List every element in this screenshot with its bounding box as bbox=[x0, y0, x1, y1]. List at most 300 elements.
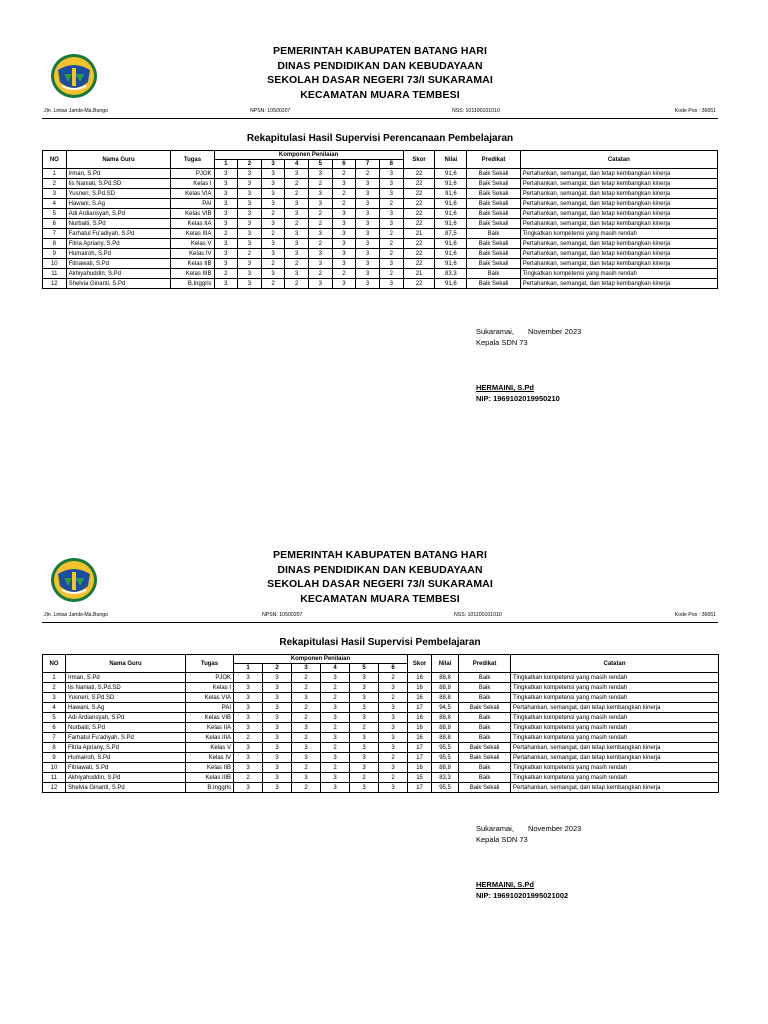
sign-name: HERMAINI, S.Pd bbox=[476, 880, 534, 889]
cell-komponen-6: 3 bbox=[332, 249, 356, 259]
cell-nama: Yusneri, S.Pd.SD bbox=[66, 693, 186, 703]
cell-komponen-7: 2 bbox=[356, 169, 380, 179]
cell-no: 1 bbox=[43, 169, 67, 179]
cell-komponen-4: 3 bbox=[321, 753, 350, 763]
cell-predikat: Baik Sekali bbox=[459, 703, 511, 713]
cell-nilai: 91,6 bbox=[435, 249, 467, 259]
cell-komponen-7: 3 bbox=[356, 189, 380, 199]
cell-komponen-4: 3 bbox=[285, 169, 309, 179]
cell-catatan: Tingkatkan kompetensi yang masih rendah bbox=[511, 773, 719, 783]
cell-nama: Irman, S.Pd bbox=[66, 169, 171, 179]
komponen-5: 5 bbox=[309, 160, 333, 169]
cell-komponen-6: 2 bbox=[379, 753, 408, 763]
cell-no: 8 bbox=[43, 743, 66, 753]
sign-role: Kepala SDN 73 bbox=[476, 835, 528, 844]
cell-tugas: Kelas VIA bbox=[171, 189, 214, 199]
cell-no: 5 bbox=[43, 713, 66, 723]
cell-komponen-1: 3 bbox=[234, 753, 263, 763]
cell-no: 1 bbox=[43, 673, 66, 683]
cell-komponen-1: 3 bbox=[214, 279, 238, 289]
cell-predikat: Baik Sekali bbox=[467, 259, 520, 269]
cell-komponen-3: 2 bbox=[292, 683, 321, 693]
cell-nama: Farhatul Fu'adiyah, S.Pd bbox=[66, 229, 171, 239]
cell-komponen-3: 3 bbox=[261, 219, 285, 229]
cell-nilai: 94,5 bbox=[432, 703, 459, 713]
cell-komponen-3: 2 bbox=[261, 259, 285, 269]
cell-skor: 22 bbox=[403, 219, 435, 229]
cell-komponen-2: 3 bbox=[263, 693, 292, 703]
cell-no: 6 bbox=[43, 723, 66, 733]
cell-predikat: Baik Sekali bbox=[467, 199, 520, 209]
cell-nilai: 91,6 bbox=[435, 169, 467, 179]
cell-no: 11 bbox=[43, 269, 67, 279]
cell-komponen-3: 3 bbox=[292, 773, 321, 783]
cell-nilai: 83,3 bbox=[432, 773, 459, 783]
table-row bbox=[43, 673, 719, 683]
cell-komponen-5: 3 bbox=[309, 169, 333, 179]
sign-nip: NIP: 196910201995021002 bbox=[476, 891, 569, 900]
table-row bbox=[43, 279, 718, 289]
cell-nama: Iis Naniati, S.Pd.SD bbox=[66, 179, 171, 189]
table-row bbox=[43, 693, 719, 703]
cell-komponen-5: 2 bbox=[309, 179, 333, 189]
cell-tugas: Kelas V bbox=[186, 743, 234, 753]
cell-skor: 17 bbox=[408, 743, 432, 753]
cell-predikat: Baik bbox=[467, 269, 520, 279]
table-row bbox=[43, 743, 719, 753]
cell-catatan: Tingkatkan kompetensi yang masih rendah bbox=[520, 269, 717, 279]
cell-komponen-4: 3 bbox=[321, 783, 350, 793]
komponen-4: 4 bbox=[321, 664, 350, 673]
cell-komponen-8: 2 bbox=[379, 239, 403, 249]
cell-komponen-1: 3 bbox=[234, 743, 263, 753]
cell-nilai: 95,5 bbox=[432, 743, 459, 753]
table-title: Rekapitulasi Hasil Supervisi Pembelajaran bbox=[279, 637, 481, 648]
komponen-4: 4 bbox=[285, 160, 309, 169]
cell-komponen-5: 3 bbox=[309, 229, 333, 239]
table-row bbox=[43, 269, 718, 279]
cell-catatan: Pertahankan, semangat, dan tetap kembangkan kinerja bbox=[520, 239, 717, 249]
kode-pos: Kode Pos : 36651 bbox=[674, 612, 716, 618]
cell-nilai: 95,5 bbox=[432, 783, 459, 793]
cell-komponen-3: 3 bbox=[292, 753, 321, 763]
cell-komponen-1: 3 bbox=[234, 683, 263, 693]
cell-nama: Farhatul Fu'adiyah, S.Pd bbox=[66, 733, 186, 743]
cell-skor: 15 bbox=[408, 773, 432, 783]
cell-komponen-6: 3 bbox=[379, 723, 408, 733]
cell-komponen-4: 2 bbox=[285, 219, 309, 229]
cell-komponen-1: 3 bbox=[214, 189, 238, 199]
col-predikat: Predikat bbox=[467, 151, 520, 169]
cell-komponen-6: 2 bbox=[379, 773, 408, 783]
cell-no: 9 bbox=[43, 753, 66, 763]
cell-komponen-3: 2 bbox=[292, 783, 321, 793]
cell-komponen-2: 3 bbox=[238, 189, 262, 199]
cell-catatan: Tingkatkan kompetensi yang masih rendah bbox=[511, 673, 719, 683]
cell-skor: 17 bbox=[408, 703, 432, 713]
cell-nama: Hawani, S.Ag bbox=[66, 703, 186, 713]
cell-komponen-5: 3 bbox=[350, 713, 379, 723]
cell-komponen-3: 3 bbox=[261, 169, 285, 179]
col-nama: Nama Guru bbox=[66, 151, 171, 169]
cell-predikat: Baik Sekali bbox=[467, 249, 520, 259]
cell-catatan: Pertahankan, semangat, dan tetap kembangkan kinerja bbox=[511, 753, 719, 763]
cell-komponen-4: 3 bbox=[285, 239, 309, 249]
cell-no: 10 bbox=[43, 763, 66, 773]
cell-catatan: Pertahankan, semangat, dan tetap kembangkan kinerja bbox=[520, 259, 717, 269]
header-line-3: SEKOLAH DASAR NEGERI 73/I SUKARAMAI bbox=[267, 74, 493, 86]
recap-table bbox=[42, 150, 718, 289]
cell-komponen-1: 3 bbox=[234, 783, 263, 793]
cell-komponen-5: 3 bbox=[350, 733, 379, 743]
cell-komponen-6: 3 bbox=[379, 783, 408, 793]
cell-predikat: Baik Sekali bbox=[459, 743, 511, 753]
cell-predikat: Baik bbox=[459, 693, 511, 703]
cell-komponen-1: 3 bbox=[234, 713, 263, 723]
cell-komponen-1: 3 bbox=[214, 179, 238, 189]
cell-predikat: Baik Sekali bbox=[467, 239, 520, 249]
table-body bbox=[43, 169, 718, 289]
cell-predikat: Baik Sekali bbox=[467, 169, 520, 179]
cell-nilai: 88,8 bbox=[432, 723, 459, 733]
cell-komponen-3: 2 bbox=[292, 703, 321, 713]
table-row bbox=[43, 169, 718, 179]
cell-komponen-8: 3 bbox=[379, 179, 403, 189]
cell-no: 10 bbox=[43, 259, 67, 269]
cell-komponen-5: 3 bbox=[309, 199, 333, 209]
cell-catatan: Pertahankan, semangat, dan tetap kembangkan kinerja bbox=[520, 209, 717, 219]
cell-komponen-2: 3 bbox=[263, 713, 292, 723]
cell-komponen-2: 3 bbox=[263, 723, 292, 733]
cell-komponen-3: 3 bbox=[292, 723, 321, 733]
cell-catatan: Pertahankan, semangat, dan tetap kembangkan kinerja bbox=[511, 743, 719, 753]
cell-nilai: 88,8 bbox=[432, 673, 459, 683]
cell-komponen-1: 3 bbox=[214, 209, 238, 219]
cell-predikat: Baik Sekali bbox=[459, 753, 511, 763]
cell-komponen-6: 2 bbox=[332, 269, 356, 279]
cell-catatan: Pertahankan, semangat, dan tetap kembangkan kinerja bbox=[520, 279, 717, 289]
komponen-7: 7 bbox=[356, 160, 380, 169]
cell-komponen-7: 3 bbox=[356, 219, 380, 229]
komponen-3: 3 bbox=[261, 160, 285, 169]
table-row bbox=[43, 703, 719, 713]
cell-komponen-8: 3 bbox=[379, 189, 403, 199]
nss: NSS: 101100101010 bbox=[452, 108, 500, 114]
cell-tugas: PJOK bbox=[186, 673, 234, 683]
header-line-4: KECAMATAN MUARA TEMBESI bbox=[300, 88, 460, 101]
cell-nama: Humairoh, S.Pd bbox=[66, 249, 171, 259]
cell-komponen-4: 3 bbox=[285, 209, 309, 219]
cell-tugas: Kelas IV bbox=[171, 249, 214, 259]
cell-komponen-5: 2 bbox=[309, 209, 333, 219]
komponen-1: 1 bbox=[234, 664, 263, 673]
cell-nama: Nurbaiti, S.Pd bbox=[66, 723, 186, 733]
cell-nama: Fitriawati, S.Pd bbox=[66, 259, 171, 269]
table-row bbox=[43, 683, 719, 693]
cell-komponen-5: 3 bbox=[309, 189, 333, 199]
col-tugas: Tugas bbox=[171, 151, 214, 169]
cell-tugas: PJOK bbox=[171, 169, 214, 179]
sign-name: HERMAINI, S.Pd bbox=[476, 383, 534, 392]
cell-komponen-4: 2 bbox=[321, 683, 350, 693]
cell-tugas: Kelas VIB bbox=[171, 209, 214, 219]
header-line-3: SEKOLAH DASAR NEGERI 73/I SUKARAMAI bbox=[267, 578, 493, 590]
cell-tugas: Kelas IV bbox=[186, 753, 234, 763]
cell-skor: 22 bbox=[403, 249, 435, 259]
cell-komponen-6: 3 bbox=[379, 743, 408, 753]
cell-nama: Adi Ardiansyah, S.Pd bbox=[66, 209, 171, 219]
cell-nilai: 87,5 bbox=[435, 229, 467, 239]
cell-no: 11 bbox=[43, 773, 66, 783]
cell-komponen-2: 3 bbox=[238, 209, 262, 219]
cell-komponen-3: 3 bbox=[261, 269, 285, 279]
cell-komponen-1: 3 bbox=[214, 199, 238, 209]
sign-date: November 2023 bbox=[527, 824, 582, 833]
cell-komponen-4: 2 bbox=[321, 743, 350, 753]
cell-no: 9 bbox=[43, 249, 67, 259]
cell-komponen-7: 3 bbox=[356, 259, 380, 269]
cell-nilai: 88,8 bbox=[432, 733, 459, 743]
cell-skor: 16 bbox=[408, 733, 432, 743]
cell-nilai: 91,6 bbox=[435, 259, 467, 269]
table-row bbox=[43, 773, 719, 783]
cell-komponen-2: 3 bbox=[238, 229, 262, 239]
cell-skor: 16 bbox=[408, 763, 432, 773]
cell-komponen-6: 2 bbox=[379, 673, 408, 683]
cell-komponen-3: 2 bbox=[292, 673, 321, 683]
cell-komponen-5: 2 bbox=[309, 269, 333, 279]
cell-no: 2 bbox=[43, 683, 66, 693]
cell-komponen-1: 3 bbox=[234, 673, 263, 683]
cell-komponen-1: 3 bbox=[214, 259, 238, 269]
cell-catatan: Pertahankan, semangat, dan tetap kembangkan kinerja bbox=[520, 189, 717, 199]
cell-komponen-5: 3 bbox=[309, 249, 333, 259]
cell-nama: Akhiyahuddin, S.Pd bbox=[66, 773, 186, 783]
cell-no: 3 bbox=[43, 189, 67, 199]
cell-komponen-8: 3 bbox=[379, 169, 403, 179]
address: Jln. Lintas Jambi-Ma.Bungo bbox=[44, 108, 109, 114]
cell-komponen-4: 2 bbox=[285, 279, 309, 289]
cell-komponen-8: 2 bbox=[379, 229, 403, 239]
cell-catatan: Tingkatkan kompetensi yang masih rendah bbox=[520, 229, 717, 239]
cell-komponen-6: 3 bbox=[332, 179, 356, 189]
cell-no: 12 bbox=[43, 783, 66, 793]
cell-komponen-2: 3 bbox=[263, 783, 292, 793]
signature-block-2 bbox=[476, 823, 581, 901]
cell-komponen-4: 3 bbox=[285, 199, 309, 209]
cell-predikat: Baik bbox=[459, 733, 511, 743]
table-row bbox=[43, 713, 719, 723]
cell-komponen-2: 3 bbox=[263, 773, 292, 783]
col-komponen: Komponen Penilaian bbox=[234, 655, 408, 664]
cell-komponen-4: 2 bbox=[321, 763, 350, 773]
sign-place: Sukaramai, bbox=[476, 327, 514, 336]
cell-catatan: Tingkatkan kompetensi yang masih rendah bbox=[511, 723, 719, 733]
sign-nip: NIP: 1969102019950210 bbox=[476, 394, 560, 403]
cell-nilai: 95,5 bbox=[432, 753, 459, 763]
header-line-1: PEMERINTAH KABUPATEN BATANG HARI bbox=[273, 45, 487, 57]
cell-predikat: Baik Sekali bbox=[467, 219, 520, 229]
cell-nilai: 91,6 bbox=[435, 209, 467, 219]
cell-tugas: Kelas IIA bbox=[171, 219, 214, 229]
cell-nilai: 88,8 bbox=[432, 693, 459, 703]
cell-komponen-2: 3 bbox=[238, 179, 262, 189]
cell-catatan: Tingkatkan kompetensi yang masih rendah bbox=[511, 713, 719, 723]
col-nama: Nama Guru bbox=[66, 655, 186, 673]
cell-skor: 16 bbox=[408, 713, 432, 723]
cell-komponen-2: 3 bbox=[238, 199, 262, 209]
cell-komponen-2: 3 bbox=[238, 259, 262, 269]
table-row bbox=[43, 189, 718, 199]
col-catatan: Catatan bbox=[520, 151, 717, 169]
cell-komponen-7: 3 bbox=[356, 269, 380, 279]
cell-komponen-1: 3 bbox=[214, 169, 238, 179]
cell-komponen-7: 3 bbox=[356, 279, 380, 289]
cell-komponen-6: 3 bbox=[379, 713, 408, 723]
cell-catatan: Pertahankan, semangat, dan tetap kembangkan kinerja bbox=[520, 199, 717, 209]
cell-nilai: 88,8 bbox=[432, 763, 459, 773]
komponen-3: 3 bbox=[292, 664, 321, 673]
cell-komponen-2: 3 bbox=[263, 733, 292, 743]
cell-komponen-3: 3 bbox=[292, 693, 321, 703]
cell-komponen-7: 3 bbox=[356, 249, 380, 259]
cell-komponen-5: 2 bbox=[350, 723, 379, 733]
table-row bbox=[43, 199, 718, 209]
cell-komponen-5: 3 bbox=[350, 753, 379, 763]
header-line-2: DINAS PENDIDIKAN DAN KEBUDAYAAN bbox=[277, 59, 483, 72]
cell-catatan: Pertahankan, semangat, dan tetap kembangkan kinerja bbox=[520, 219, 717, 229]
npsn: NPSN: 10500207 bbox=[262, 612, 303, 618]
table-row bbox=[43, 763, 719, 773]
cell-komponen-2: 3 bbox=[263, 673, 292, 683]
cell-predikat: Baik Sekali bbox=[467, 189, 520, 199]
cell-predikat: Baik Sekali bbox=[459, 783, 511, 793]
cell-nama: Adi Ardiansyah, S.Pd bbox=[66, 713, 186, 723]
cell-no: 2 bbox=[43, 179, 67, 189]
cell-nilai: 91,6 bbox=[435, 189, 467, 199]
cell-skor: 22 bbox=[403, 179, 435, 189]
cell-komponen-2: 3 bbox=[263, 763, 292, 773]
cell-catatan: Tingkatkan kompetensi yang masih rendah bbox=[511, 693, 719, 703]
cell-nilai: 83,3 bbox=[435, 269, 467, 279]
cell-nama: Yusneri, S.Pd.SD bbox=[66, 189, 171, 199]
cell-komponen-4: 2 bbox=[285, 189, 309, 199]
cell-komponen-4: 3 bbox=[285, 249, 309, 259]
cell-komponen-4: 2 bbox=[321, 723, 350, 733]
cell-komponen-3: 2 bbox=[292, 763, 321, 773]
cell-komponen-4: 3 bbox=[321, 673, 350, 683]
cell-skor: 16 bbox=[408, 683, 432, 693]
cell-komponen-6: 3 bbox=[332, 239, 356, 249]
cell-predikat: Baik bbox=[459, 683, 511, 693]
table-row bbox=[43, 753, 719, 763]
cell-tugas: Kelas IIIA bbox=[186, 733, 234, 743]
cell-nilai: 91,6 bbox=[435, 199, 467, 209]
cell-komponen-2: 3 bbox=[263, 703, 292, 713]
cell-tugas: Kelas I bbox=[186, 683, 234, 693]
cell-komponen-6: 2 bbox=[332, 189, 356, 199]
cell-komponen-1: 3 bbox=[214, 239, 238, 249]
cell-komponen-7: 3 bbox=[356, 209, 380, 219]
cell-komponen-1: 3 bbox=[214, 249, 238, 259]
cell-no: 6 bbox=[43, 219, 67, 229]
table-row bbox=[43, 179, 718, 189]
signature-block-1 bbox=[476, 326, 581, 404]
cell-komponen-6: 3 bbox=[332, 279, 356, 289]
sign-role: Kepala SDN 73 bbox=[476, 338, 528, 347]
cell-komponen-3: 3 bbox=[292, 743, 321, 753]
cell-komponen-6: 3 bbox=[379, 703, 408, 713]
cell-komponen-6: 3 bbox=[379, 683, 408, 693]
cell-tugas: Kelas IIB bbox=[186, 763, 234, 773]
cell-komponen-1: 3 bbox=[214, 219, 238, 229]
cell-komponen-1: 3 bbox=[234, 693, 263, 703]
kode-pos: Kode Pos : 36651 bbox=[674, 108, 716, 114]
cell-predikat: Baik bbox=[459, 723, 511, 733]
cell-komponen-6: 2 bbox=[379, 693, 408, 703]
col-tugas: Tugas bbox=[186, 655, 234, 673]
cell-nilai: 88,8 bbox=[432, 683, 459, 693]
komponen-1: 1 bbox=[214, 160, 238, 169]
cell-nama: Shelvia Ginanti, S.Pd bbox=[66, 783, 186, 793]
cell-komponen-2: 3 bbox=[238, 269, 262, 279]
cell-komponen-8: 3 bbox=[379, 279, 403, 289]
header-line-2: DINAS PENDIDIKAN DAN KEBUDAYAAN bbox=[277, 563, 483, 576]
col-komponen: Komponen Penilaian bbox=[214, 151, 403, 160]
cell-tugas: Kelas IIB bbox=[171, 259, 214, 269]
cell-komponen-3: 2 bbox=[261, 229, 285, 239]
col-predikat: Predikat bbox=[459, 655, 511, 673]
cell-catatan: Pertahankan, semangat, dan tetap kembangkan kinerja bbox=[511, 783, 719, 793]
cell-komponen-4: 3 bbox=[321, 703, 350, 713]
cell-nama: Hawani, S.Ag bbox=[66, 199, 171, 209]
cell-skor: 22 bbox=[403, 169, 435, 179]
cell-nilai: 91,6 bbox=[435, 179, 467, 189]
cell-tugas: Kelas VIB bbox=[186, 713, 234, 723]
sheet-perencanaan bbox=[42, 40, 718, 289]
table-row bbox=[43, 733, 719, 743]
nss: NSS: 101100101010 bbox=[454, 612, 502, 618]
cell-predikat: Baik Sekali bbox=[467, 179, 520, 189]
table-row bbox=[43, 229, 718, 239]
cell-komponen-1: 3 bbox=[234, 703, 263, 713]
cell-catatan: Tingkatkan kompetensi yang masih rendah bbox=[511, 763, 719, 773]
cell-komponen-2: 3 bbox=[238, 279, 262, 289]
sign-date: November 2023 bbox=[527, 327, 582, 336]
cell-skor: 22 bbox=[403, 259, 435, 269]
komponen-6: 6 bbox=[332, 160, 356, 169]
cell-komponen-5: 3 bbox=[350, 683, 379, 693]
cell-komponen-7: 3 bbox=[356, 199, 380, 209]
cell-komponen-2: 3 bbox=[238, 219, 262, 229]
cell-skor: 21 bbox=[403, 229, 435, 239]
table-row bbox=[43, 239, 718, 249]
cell-catatan: Pertahankan, semangat, dan tetap kembangkan kinerja bbox=[520, 169, 717, 179]
address: Jln. Lintas Jambi-Ma.Bungo bbox=[44, 612, 109, 618]
cell-komponen-5: 2 bbox=[309, 219, 333, 229]
cell-komponen-6: 3 bbox=[332, 259, 356, 269]
cell-komponen-1: 2 bbox=[214, 229, 238, 239]
cell-nama: Irman, S.Pd bbox=[66, 673, 186, 683]
cell-komponen-5: 3 bbox=[309, 259, 333, 269]
cell-nilai: 91,6 bbox=[435, 279, 467, 289]
cell-tugas: Kelas I bbox=[171, 179, 214, 189]
table-row bbox=[43, 783, 719, 793]
cell-tugas: PAI bbox=[171, 199, 214, 209]
cell-komponen-6: 2 bbox=[332, 199, 356, 209]
cell-skor: 17 bbox=[408, 783, 432, 793]
sign-place: Sukaramai, bbox=[476, 824, 514, 833]
